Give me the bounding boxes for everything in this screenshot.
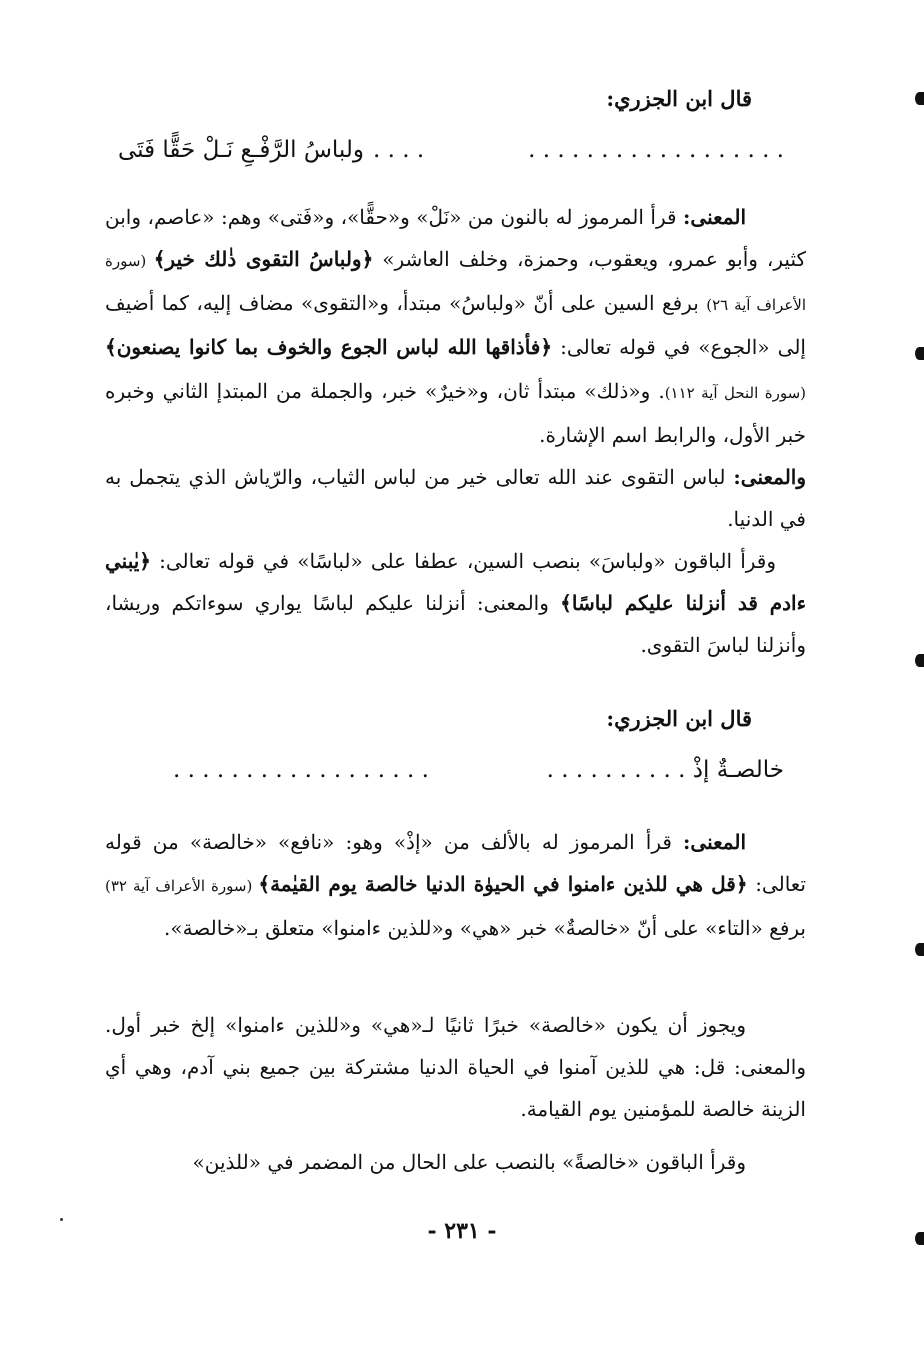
verse-reference: (سورة النحل آية ١١٢) [664, 384, 806, 402]
verse-dots: . . . . . . . . . . . . . . . . . . [173, 757, 429, 783]
body-text: برفع السين على أنّ «ولباسُ» مبتدأ، و«التقوى» مضاف إليه، كما أضيف إلى «الجوع» في قوله تعالى: [105, 291, 806, 359]
paragraph [105, 456, 806, 540]
quran-quote: ﴿قل هي للذين ءامنوا في الحيوٰة الدنيا خالصة يوم القيٰمة﴾ [258, 872, 748, 896]
edge-mark [915, 943, 924, 956]
poem-verse [118, 137, 784, 177]
commentary-block [105, 1004, 806, 1130]
quran-quote: ﴿فأذاقها الله لباس الجوع والخوف بما كانوا يصنعون﴾ [105, 335, 553, 359]
edge-mark [915, 347, 924, 360]
verse-text: ولباسُ الرَّفْـعِ نَـلْ حَقًّا فَتَى [118, 137, 364, 163]
paragraph [105, 540, 806, 666]
quran-quote: ﴿ولباسُ التقوى ذٰلك خير﴾ [153, 247, 374, 271]
edge-mark [915, 654, 924, 667]
paragraph [105, 1004, 806, 1130]
body-text: وقرأ الباقون «ولباسَ» بنصب السين، عطفا على «لباسًا» في قوله تعالى: [151, 549, 776, 573]
commentary-block [105, 821, 806, 949]
body-text: والمعنى: أنزلنا عليكم لباسًا يواري سوءاتكم وريشا، وأنزلنا لباسَ التقوى. [105, 591, 806, 657]
paragraph [105, 1141, 806, 1183]
body-text: وقرأ الباقون «خالصةً» بالنصب على الحال من المضمر في «للذين» [192, 1150, 746, 1174]
meaning-label: المعنى: [683, 830, 746, 854]
body-text: قرأ المرموز له بالألف من «إذْ» وهو: «نافع» «خالصة» من قوله تعالى: [105, 830, 806, 896]
verse-reference: (سورة الأعراف آية ٢٦) [105, 252, 807, 314]
body-text: ويجوز أن يكون «خالصة» خبرًا ثانيًا لـ«هي» و«للذين ءامنوا» إلخ خبر أول. والمعنى: قل: هي للذين آمنوا في الحياة الدنيا مشتركة بين جميع بني آدم، وهي أي الزينة خالصة للمؤمنين يوم القيامة. [105, 1013, 806, 1121]
quran-quote: ﴿يٰبني ءادم قد أنزلنا عليكم لباسًا﴾ [105, 549, 806, 615]
verse-dots: . . . . . . . . . . . . . . . . . . [528, 137, 784, 163]
meaning-label: والمعنى: [733, 465, 806, 489]
poem-verse [118, 757, 784, 797]
meaning-label: المعنى: [683, 205, 746, 229]
paragraph [105, 821, 806, 949]
body-text: لباس التقوى عند الله تعالى خير من لباس الثياب، والرّياش الذي يتجمل به في الدنيا. [105, 465, 806, 531]
verse-reference: (سورة الأعراف آية ٣٢) [105, 877, 259, 895]
commentary-block [105, 1141, 806, 1183]
verse-text: خالصـةٌ إذْ . . . . . . . . . . [546, 757, 784, 783]
commentary-block [105, 540, 806, 666]
paragraph [105, 196, 806, 456]
section-heading: قال ابن الجزري: [606, 86, 752, 111]
body-text: . و«ذلك» مبتدأ ثان، و«خيرٌ» خبر، والجملة من المبتدإ الثاني وخبره خبر الأول، والرابط اسم الإشارة. [105, 379, 806, 447]
section-heading: قال ابن الجزري: [606, 706, 752, 731]
page-number: - ٢٣١ - [427, 1218, 497, 1244]
body-text: برفع «التاء» على أنّ «خالصةٌ» خبر «هي» و«للذين ءامنوا» متعلق بـ«خالصة». [163, 916, 806, 940]
body-text: قرأ المرموز له بالنون من «نَلْ» و«حقًّا»، و«فَتى» وهم: «عاصم، وابن كثير، وأبو عمرو، ويعقوب، وحمزة، وخلف العاشر» [105, 205, 806, 271]
verse-dots: . . . . [373, 137, 425, 163]
commentary-block [105, 196, 806, 540]
edge-mark [915, 92, 924, 105]
